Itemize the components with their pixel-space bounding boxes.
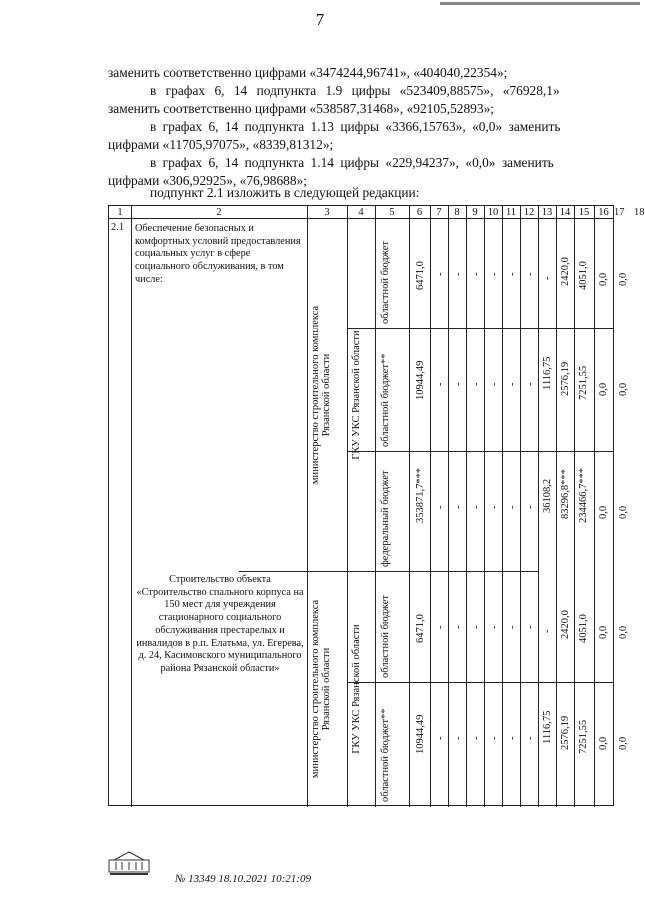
column-line [448, 206, 449, 807]
row2-dash: - [435, 625, 446, 629]
column-header-17: 17 [614, 207, 625, 218]
row1-dash: - [525, 382, 536, 386]
row1-customer: ГКУ УКС Рязанской области [351, 329, 362, 460]
column-line [594, 206, 595, 807]
row1-col16: 0,0 [598, 272, 609, 286]
row1-col17: 0,0 [618, 382, 629, 396]
paragraph-line: в графах 6, 14 подпункта 1.13 цифры «3366,15763», «0,0» заменить [150, 119, 561, 134]
row2-dash: - [489, 736, 500, 740]
column-line [409, 206, 410, 807]
row1-dash: - [453, 382, 464, 386]
column-header-1: 1 [117, 207, 123, 218]
row2-dash: - [471, 736, 482, 740]
paragraph-line: в графах 6, 14 подпункта 1.9 цифры «523409,88575», «76928,1» [150, 83, 560, 98]
row1-dash: - [471, 272, 482, 276]
row1-dash: - [489, 505, 500, 509]
subheading: подпункт 2.1 изложить в следующей редакции: [150, 185, 420, 200]
row1-dash: - [435, 505, 446, 509]
row1-col14: 2420,0 [560, 257, 571, 286]
row2-col14: 2420,0 [560, 610, 571, 639]
column-line [574, 206, 575, 807]
paragraph-line: заменить соответственно цифрами «538587,31468», «92105,52893»; [108, 101, 494, 116]
row1-dash: - [525, 272, 536, 276]
row1-col13: 36108,2 [542, 478, 553, 513]
column-header-5: 5 [389, 207, 395, 218]
paragraph-line: цифрами «306,92925», «76,98688»; [108, 173, 307, 188]
row2-dash: - [471, 625, 482, 629]
row1-col17: 0,0 [618, 505, 629, 519]
column-line [131, 206, 132, 807]
row1-dash: - [471, 505, 482, 509]
column-header-13: 13 [541, 207, 553, 218]
row1-source: областной бюджет** [380, 353, 391, 447]
row1-source: областной бюджет [380, 241, 391, 324]
column-line [347, 206, 348, 807]
row1-description: Обеспечение безопасных и комфортных условий предоставления социальных услуг в сфере социального обслуживания, в том числе: [135, 223, 301, 285]
row2-customer: ГКУ УКС Рязанской области [351, 623, 362, 754]
row2-dash: - [507, 625, 518, 629]
column-header-15: 15 [578, 207, 590, 218]
row2-dash: - [525, 736, 536, 740]
row1-dash: - [453, 272, 464, 276]
row1-col15: 234466,7*** [578, 467, 589, 523]
column-line [556, 206, 557, 807]
column-line [307, 206, 308, 807]
row1-dash: - [489, 382, 500, 386]
row1-executor: министерство строительного комплекса Рязанской области [310, 305, 332, 484]
row1-col16: 0,0 [598, 505, 609, 519]
column-header-7: 7 [436, 207, 442, 218]
row1-dash: - [471, 382, 482, 386]
paragraph-line: заменить соответственно цифрами «3474244,96741», «404040,22354»; [108, 65, 508, 80]
row2-description: Строительство объекта «Строительство спального корпуса на 150 мест для учреждения стационарного социального обслуживания престарелых и инвалидов в р.п. Елатьма, ул. Егерева, д. 24, Касимовского муниципального района Рязанской области» [136, 574, 304, 674]
row1-dash: - [507, 382, 518, 386]
row1-dash: - [453, 505, 464, 509]
row2-source: областной бюджет** [380, 708, 391, 802]
row1-total: 6471,0 [415, 261, 426, 290]
column-header-10: 10 [487, 207, 499, 218]
row2-dash: - [507, 736, 518, 740]
row1-dash: - [507, 505, 518, 509]
row2-total: 6471,0 [415, 614, 426, 643]
row2-dash: - [525, 625, 536, 629]
row2-dash: - [435, 736, 446, 740]
row2-col14: 2576,19 [560, 715, 571, 750]
row1-col14: 2576,19 [560, 361, 571, 396]
row1-dash: - [525, 505, 536, 509]
row2-col15: 4051,0 [578, 614, 589, 643]
row2-executor: министерство строительного комплекса Рязанской области [310, 599, 332, 778]
row2-source: областной бюджет [380, 595, 391, 678]
row1-dash: - [489, 272, 500, 276]
column-line [538, 206, 539, 807]
row1-col14: 83296,8*** [560, 469, 571, 519]
column-header-9: 9 [472, 207, 478, 218]
paragraph-line: в графах 6, 14 подпункта 1.14 цифры «229,94237», «0,0» заменить [150, 155, 554, 170]
row2-dash: - [453, 736, 464, 740]
row2-col13: - [542, 629, 553, 633]
row2-col16: 0,0 [598, 625, 609, 639]
column-line [520, 206, 521, 807]
column-header-6: 6 [416, 207, 423, 218]
row2-col17: 0,0 [618, 736, 629, 750]
program-table [108, 205, 645, 806]
column-line [375, 206, 376, 807]
row-separator [239, 571, 539, 572]
column-header-2: 2 [216, 207, 222, 218]
row2-col13: 1116,75 [542, 710, 553, 744]
scan-edge-line [440, 2, 640, 5]
row2-col15: 7251,55 [578, 719, 589, 754]
building-stamp-icon [108, 850, 150, 876]
row1-col15: 7251,55 [578, 365, 589, 400]
column-header-16: 16 [598, 207, 609, 218]
column-line [502, 206, 503, 807]
row1-source: федеральный бюджет [380, 470, 391, 567]
row1-col13: - [542, 276, 553, 280]
row1-dash: - [435, 382, 446, 386]
column-header-3: 3 [324, 207, 330, 218]
column-line [430, 206, 431, 807]
paragraph-line: цифрами «11705,97075», «8339,81312»; [108, 137, 334, 152]
column-header-18: 18 [634, 207, 645, 218]
column-line [484, 206, 485, 807]
row1-total: 10944,49 [415, 360, 426, 400]
column-header-14: 14 [559, 207, 571, 218]
row1-dash: - [507, 272, 518, 276]
row1-total: 353871,7*** [415, 467, 426, 523]
registration-stamp: № 13349 18.10.2021 10:21:09 [175, 873, 311, 885]
column-header-8: 8 [454, 207, 460, 218]
row1-col13: 1116,75 [542, 356, 553, 390]
row-number: 2.1 [111, 222, 125, 233]
row1-col15: 4051,0 [578, 261, 589, 290]
row2-total: 10944,49 [415, 714, 426, 754]
column-line [466, 206, 467, 807]
row2-dash: - [453, 625, 464, 629]
column-header-4: 4 [358, 207, 364, 218]
row2-dash: - [489, 625, 500, 629]
row2-col17: 0,0 [618, 625, 629, 639]
row1-col16: 0,0 [598, 382, 609, 396]
column-header-12: 12 [523, 207, 535, 218]
page-number: 7 [315, 10, 325, 29]
row2-col16: 0,0 [598, 736, 609, 750]
row1-dash: - [435, 272, 446, 276]
column-header-11: 11 [505, 207, 517, 218]
row1-col17: 0,0 [618, 272, 629, 286]
